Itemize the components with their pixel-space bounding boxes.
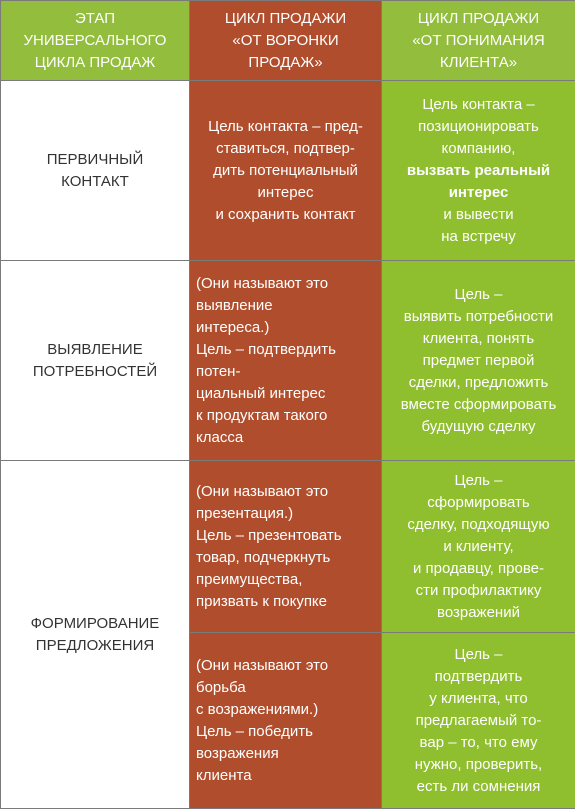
client-cell: Цель – сформировать сделку, подходящую и клиенту, и продавцу, прове- сти профилактику возражений [382,461,575,633]
header-row [1,1,575,81]
table-row [1,81,575,261]
stage-cell: ПЕРВИЧНЫЙ КОНТАКТ [1,81,190,261]
header-stage: ЭТАП УНИВЕРСАЛЬНОГО ЦИКЛА ПРОДАЖ [1,1,190,81]
funnel-cell: (Они называют это выявление интереса.) Цель – подтвердить потен- циальный интерес к продуктам такого класса [190,261,382,461]
header-client-cycle: ЦИКЛ ПРОДАЖИ «ОТ ПОНИМАНИЯ КЛИЕНТА» [382,1,575,81]
table-row [1,261,575,461]
header-funnel-cycle: ЦИКЛ ПРОДАЖИ «ОТ ВОРОНКИ ПРОДАЖ» [190,1,382,81]
client-cell: Цель – выявить потребности клиента, понять предмет первой сделки, предложить вместе сформировать будущую сделку [382,261,575,461]
funnel-cell: Цель контакта – пред- ставиться, подтвер- дить потенциальный интерес и сохранить контакт [190,81,382,261]
funnel-cell: (Они называют это борьба с возражениями.) Цель – победить возражения клиента [190,633,382,809]
funnel-cell: (Они называют это презентация.) Цель – презентовать товар, подчеркнуть преимущества, призвать к покупке [190,461,382,633]
stage-cell: ФОРМИРОВАНИЕ ПРЕДЛОЖЕНИЯ [1,461,190,809]
stage-cell: ВЫЯВЛЕНИЕ ПОТРЕБНОСТЕЙ [1,261,190,461]
client-cell: Цель – подтвердить у клиента, что предлагаемый то- вар – то, что ему нужно, проверить, есть ли сомнения [382,633,575,809]
table-row [1,461,575,633]
client-cell: Цель контакта – позиционировать компанию, вызвать реальный интерес и вывести на встречу [382,81,575,261]
